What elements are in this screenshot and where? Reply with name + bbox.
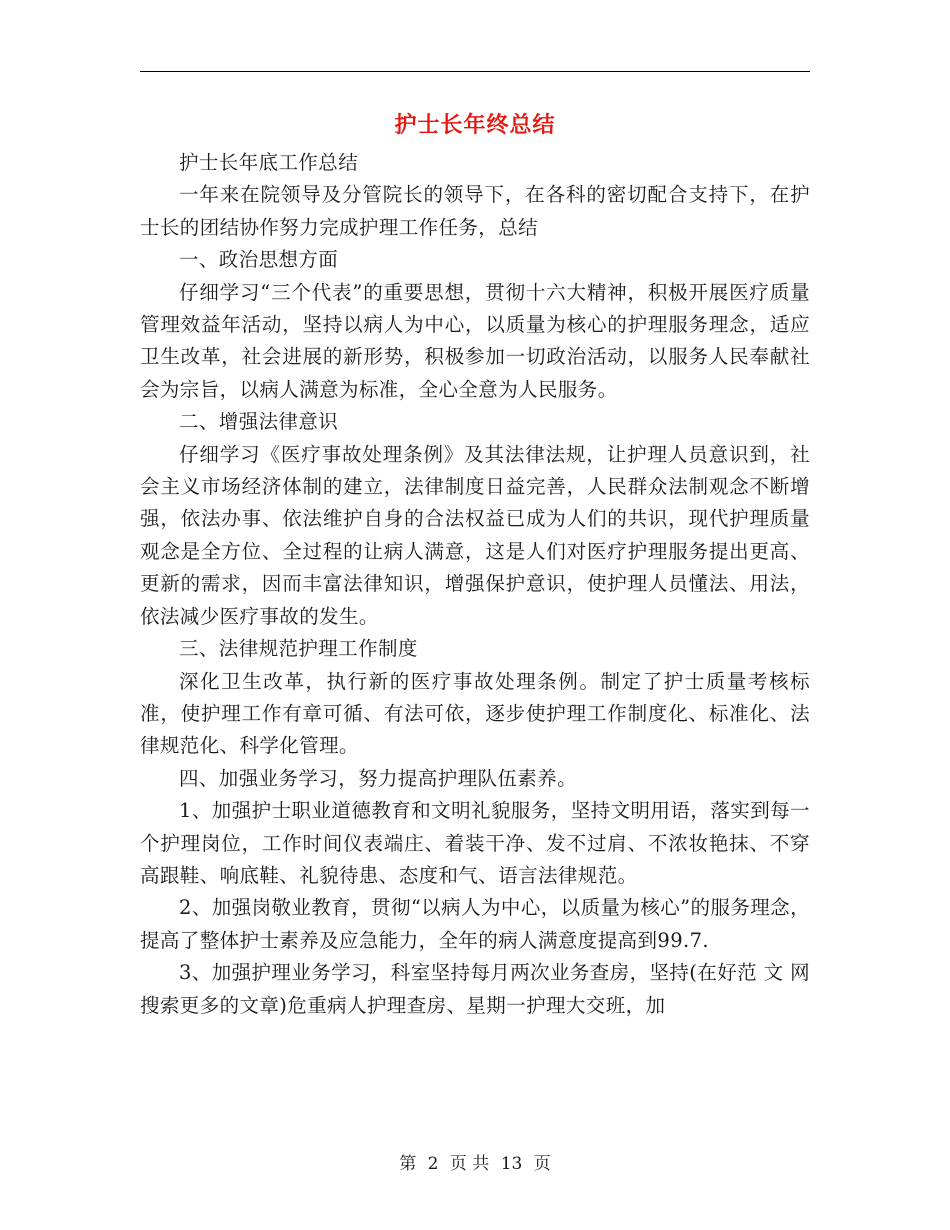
section-heading-law: 二、增强法律意识 [179, 410, 339, 434]
paragraph-subtitle: 护士长年底工作总结 [179, 151, 359, 174]
footer-middle: 页 共 [449, 1154, 490, 1174]
footer-current-page: 2 [427, 1154, 439, 1174]
footer-prefix: 第 [399, 1154, 417, 1174]
paragraph-law: 仔细学习《医疗事故处理条例》及其法律法规，让护理人员意识到，社会主义市场经济体制的建立，法律制度日益完善，人民群众法制观念不断增强，依法办事、依法维护自身的合法权益已成为人们的共识，现代护理质量观念是全方位、全过程的让病人满意，这是人们对医疗护理服务提出更高、更新的需求，因而丰富法律知识，增强保护意识，使护理人员懂法、用法，依法减少医疗事故的发生。 [140, 442, 810, 628]
paragraph-regulation: 深化卫生改革，执行新的医疗事故处理条例。制定了护士质量考核标准，使护理工作有章可循、有法可依，逐步使护理工作制度化、标准化、法律规范化、科学化管理。 [140, 669, 810, 758]
page-footer [140, 1152, 810, 1176]
paragraph-study-3: 3、加强护理业务学习，科室坚持每月两次业务查房，坚持(在好范 文 网搜索更多的文章)危重病人护理查房、星期一护理大交班，加 [140, 961, 811, 1017]
section-heading-regulation: 三、法律规范护理工作制度 [179, 637, 418, 661]
document-title: 护士长年终总结 [394, 112, 556, 138]
paragraph-study-2: 2、加强岗敬业教育，贯彻“以病人为中心，以质量为核心”的服务理念，提高了整体护士素养及应急能力，全年的病人满意度提高到99.7. [140, 896, 810, 952]
paragraph-study-1: 1、加强护士职业道德教育和文明礼貌服务，坚持文明用语，落实到每一个护理岗位，工作时间仪表端庄、着装干净、发不过肩、不浓妆艳抹、不穿高跟鞋、响底鞋、礼貌待患、态度和气、语言法律规范。 [140, 799, 810, 887]
footer-total-pages: 13 [500, 1154, 523, 1174]
paragraph-intro: 一年来在院领导及分管院长的领导下，在各科的密切配合支持下，在护士长的团结协作努力完成护理工作任务，总结 [140, 183, 810, 239]
section-heading-politics: 一、政治思想方面 [179, 248, 339, 272]
header-rule [140, 71, 810, 72]
footer-suffix: 页 [533, 1154, 551, 1174]
document-body [140, 147, 810, 1022]
paragraph-politics: 仔细学习“三个代表”的重要思想，贯彻十六大精神，积极开展医疗质量管理效益年活动，坚持以病人为中心，以质量为核心的护理服务理念，适应卫生改革，社会进展的新形势，积极参加一切政治活动，以服务人民奉献社会为宗旨，以病人满意为标准，全心全意为人民服务。 [140, 280, 810, 401]
section-heading-study: 四、加强业务学习，努力提高护理队伍素养。 [179, 766, 578, 790]
